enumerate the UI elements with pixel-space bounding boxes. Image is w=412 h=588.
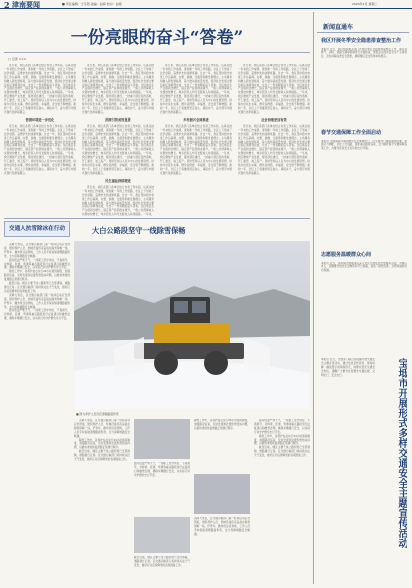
masthead-date: 2024年1月 星期二 xyxy=(352,2,378,6)
feature-paragraph: 截至目前，辖区主要干线公路积雪已全部清除，道路通行正常。区交通运输部门将持续关注天气变化，做好应对后续降雪的各项准备工作。 xyxy=(254,446,310,458)
feature-banner-text: 交通人抗雪除冰在行动 xyxy=(9,226,65,232)
lead-paragraph: 连日来，我区各部门各单位结合自身工作实际，认真总结一年来的工作成绩，谋划新一年的工作思路，全区上下形成了比学赶超、奋勇争先的浓厚氛围。过去一年，我区坚持稳中求进工作总基调，完整、准确、全面贯彻新发展理念，主动服务和融入新发展格局，着力推动高质量发展，经济社会发展主要目标任务顺利完成，交出了一份亮眼的奋斗答卷。全区地区生产总值同比增长，固定资产投资稳步提升，一般公共预算收入实现较快增长，城乡居民人均可支配收入持续提高。一年来，我区聚焦产业发展，强化项目建设，一批重大项目签约落地、开工建设、竣工投产。同时坚持以人民为中心的发展思想，持续办好民生实事，群众获得感、幸福感、安全感不断增强。新的一年，全区上下将继续坚定信心、真抓实干，奋力谱写中国式现代化津南篇章。 xyxy=(82,124,154,175)
news-sidebar xyxy=(317,12,409,584)
sidebar-item-title: 我区开展冬季安全隐患排查整治工作 xyxy=(321,38,402,44)
lead-paragraph: 连日来，我区各部门各单位结合自身工作实际，认真总结一年来的工作成绩，谋划新一年的工作思路，全区上下形成了比学赶超、奋勇争先的浓厚氛围。过去一年，我区坚持稳中求进工作总基调，完整、准确、全面贯彻新发展理念，主动服务和融入新发展格局，着力推动高质量发展，经济社会发展主要目标任务顺利完成，交出了一份亮眼的奋斗答卷。全区地区生产总值同比增长，固定资产投资稳步提升，一般公共预算收入实现较快增长，城乡居民人均可支配收入持续提高。一年来，我区聚焦产业发展，强化项目建设，一批重大项目签约落地、开工建设、竣工投产。同时坚持以人民为中心的发展思想，持续办好民生实事，群众获得感、幸福感、安全感不断增强。新的一年，全区上下将继续坚定信心、真抓实干，奋力谱写中国式现代化津南篇章。 xyxy=(238,124,310,175)
feature-paragraph: 除雪工作中，各养护站点实行24小时值班制度，加强路况巡查，及时发现和处置积雪结冰问题，以最快速度恢复道路正常通行秩序。 xyxy=(254,434,310,446)
lead-paragraph: 连日来，我区各部门各单位结合自身工作实际，认真总结一年来的工作成绩，谋划新一年的工作思路，全区上下形成了比学赶超、奋勇争先的浓厚氛围。过去一年，我区坚持稳中求进工作总基调，完整、准确、全面贯彻新发展理念，主动服务和融入新发展格局，着力推动高质量发展，经济社会发展主要目标任务顺利完成，交出了一份亮眼的奋斗答卷。全区地区生产总值同比增长，固定资产投资稳步提升，一般公共预算收入实现较快增长，城乡居民人均可支配收入持续提高。一年来，我区聚焦产业发展，强化项目建设，一批重大项目签约落地、开工建设、竣工投产。同时坚持以人民为中心的发展思想，持续办好民生实事，群众获得感、幸福感、安全感不断增强。新的一年，全区上下将继续坚定信心、真抓实干，奋力谱写中国式现代化津南篇章。 xyxy=(238,64,310,114)
sidebar-item xyxy=(321,130,407,220)
lead-col-3 xyxy=(160,64,232,216)
sidebar-header: 新闻直通车 xyxy=(323,24,354,31)
sidebar-item-title: 春节交通保障工作全面启动 xyxy=(321,130,382,136)
lead-paragraph: 连日来，我区各部门各单位结合自身工作实际，认真总结一年来的工作成绩，谋划新一年的工作思路，全区上下形成了比学赶超、奋勇争先的浓厚氛围。过去一年，我区坚持稳中求进工作总基调，完整、准确、全面贯彻新发展理念，主动服务和融入新发展格局，着力推动高质量发展，经济社会发展主要目标任务顺利完成，交出了一份亮眼的奋斗答卷。全区地区生产总值同比增长，固定资产投资稳步提升，一般公共预算收入实现较快增长，城乡居民人均可支配收入持续提高。一年来， xyxy=(82,185,154,216)
sidebar-item-body: 本报讯 近日，各街镇志愿服务队深入社区开展系列志愿服务活动，为辖区老人、困难群众送去生活物资和节日祝福，营造了团结互助、文明和谐的社会氛围。 xyxy=(321,261,407,273)
sidebar-item-body: 本报讯 为保障春节期间群众安全便捷出行，区交通部门提前谋划部署，加强运力调配，优化公交线路，强化重点路段巡查，全力做好春节交通保障各项工作，为群众营造安全有序的出行环境。 xyxy=(321,139,407,151)
column-divider xyxy=(313,12,314,584)
feature-photo xyxy=(74,241,310,409)
lead-paragraph: 连日来，我区各部门各单位结合自身工作实际，认真总结一年来的工作成绩，谋划新一年的工作思路，全区上下形成了比学赶超、奋勇争先的浓厚氛围。过去一年，我区坚持稳中求进工作总基调，完整、准确、全面贯彻新发展理念，主动服务和融入新发展格局，着力推动高质量发展，经济社会发展主要目标任务顺利完成，交出了一份亮眼的奋斗答卷。全区地区生产总值同比增长，固定资产投资稳步提升，一般公共预算收入实现较快增长，城乡居民人均可支配收入持续提高。一年来，我区聚焦产业发展，强化项目建设，一批重大项目签约落地、开工建设、竣工投产。同时坚持以人民为中心的发展思想，持续办好民生实事，群众获得感、幸福感、安全感不断增强。新的一年，全区上下将继续坚定信心、真抓实干，奋力谱写中国式现代化津南篇章。 xyxy=(82,64,154,114)
lead-col-1 xyxy=(4,64,76,216)
feature-col-3 xyxy=(194,419,250,581)
feature-section xyxy=(4,221,310,584)
masthead xyxy=(0,0,412,9)
feature-paragraph: 突降大雪后，区交通运输部门第一时间启动应急预案，组织养护人员、机械设备连夜奋战在除雪保畅一线。铲雪车、撒布机往返穿梭，工作人员手持铁锹清理路面积雪，全力保障道路安全畅通。 xyxy=(4,293,70,309)
feature-small-photo xyxy=(194,474,250,514)
feature-paragraph: 面对低温严寒天气，一线职工坚守岗位、不畏艰辛，对桥梁、匝道、弯道等重点路段进行反复清扫和融雪处理，确保车辆通行安全，以实际行动守护群众出行平安。 xyxy=(254,419,310,434)
feature-paragraph: 突降大雪后，区交通运输部门第一时间启动应急预案，组织养护人员、机械设备连夜奋战在除雪保畅一线。铲雪车、撒布机往返穿梭，工作人员手持铁锹清理路面积雪，全力保障道路安全畅通。 xyxy=(4,243,70,258)
feature-photo-title: 大白公路段坚守一线除雪保畅 xyxy=(92,226,186,235)
lead-headline: 一份亮眼的奋斗“答卷” xyxy=(70,28,244,48)
feature-paragraph: 除雪工作中，各养护站点实行24小时值班制度，加强路况巡查，及时发现和处置积雪结冰问题，以最快速度恢复道路正常通行秩序。 xyxy=(194,419,250,430)
feature-small-photo xyxy=(134,517,190,553)
snowplow-photo-image xyxy=(74,241,310,409)
lead-article xyxy=(4,12,310,216)
feature-paragraph: 除雪工作中，各养护站点实行24小时值班制度，加强路况巡查，及时发现和处置积雪结冰问题，以最快速度恢复道路正常通行秩序。 xyxy=(4,270,70,282)
sidebar-item-body: 本报讯 近日，我区组织相关部门开展冬季安全隐患排查整治工作，重点对燃气、消防、道路交通等领域进行全面检查，督促企业落实安全生产主体责任，及时消除各类安全隐患，确保辖区安全形势持续稳定。 xyxy=(321,47,407,59)
feature-paragraph: 截至目前，辖区主要干线公路积雪已全部清除，道路通行正常。区交通运输部门将持续关注天气变化，做好应对后续降雪的各项准备工作。 xyxy=(134,556,190,567)
feature-top-rule xyxy=(4,218,310,219)
feature-paragraph: 面对低温严寒天气，一线职工坚守岗位、不畏艰辛，对桥梁、匝道、弯道等重点路段进行反复清扫和融雪处理，确保车辆通行安全，以实际行动守护群众出行平安。 xyxy=(134,462,190,477)
feature-paragraph: 突降大雪后，区交通运输部门第一时间启动应急预案，组织养护人员、机械设备连夜奋战在除雪保畅一线。铲雪车、撒布机往返穿梭，工作人员手持铁锹清理路面积雪，全力保障道路安全畅通。 xyxy=(74,419,130,438)
feature-col-left xyxy=(4,243,70,581)
page-number: 2 xyxy=(4,0,10,10)
feature-col-2 xyxy=(134,419,190,581)
feature-paragraph: 突降大雪后，区交通运输部门第一时间启动应急预案，组织养护人员、机械设备连夜奋战在除雪保畅一线。铲雪车、撒布机往返穿梭，工作人员手持铁锹清理路面积雪，全力保障道路安全畅通。 xyxy=(194,517,250,536)
lead-paragraph: 连日来，我区各部门各单位结合自身工作实际，认真总结一年来的工作成绩，谋划新一年的工作思路，全区上下形成了比学赶超、奋勇争先的浓厚氛围。过去一年，我区坚持稳中求进工作总基调，完整、准确、全面贯彻新发展理念，主动服务和融入新发展格局，着力推动高质量发展，经济社会发展主要目标任务顺利完成，交出了一份亮眼的奋斗答卷。全区地区生产总值同比增长，固定资产投资稳步提升，一般公共预算收入实现较快增长，城乡居民人均可支配收入持续提高。一年来，我区聚焦产业发展，强化项目建设，一批重大项目签约落地、开工建设、竣工投产。同时坚持以人民为中心的发展思想，持续办好民生实事，群众获得感、幸福感、安全感不断增强。新的一年，全区上下将继续坚定信心、真抓实干，奋力谱写中国式现代化津南篇章。 xyxy=(4,124,76,175)
sidebar-header-rule xyxy=(317,32,409,33)
feature-photo-caption: ■ 图为养护人员连夜清除路面积雪 xyxy=(76,412,119,416)
headline-rule xyxy=(4,52,310,53)
masthead-info: ■ 责任编辑：王冬阳 美编：赵海 校对：赵艳 xyxy=(62,2,122,6)
feature-small-photo xyxy=(134,419,190,459)
feature-paragraph: 面对低温严寒天气，一线职工坚守岗位、不畏艰辛，对桥梁、匝道、弯道等重点路段进行反复清扫和融雪处理，确保车辆通行安全，以实际行动守护群众出行平安。 xyxy=(4,258,70,270)
feature-paragraph: 除雪工作中，各养护站点实行24小时值班制度，加强路况巡查，及时发现和处置积雪结冰问题，以最快速度恢复道路正常通行秩序。 xyxy=(74,438,130,450)
feature-paragraph: 面对低温严寒天气，一线职工坚守岗位、不畏艰辛，对桥梁、匝道、弯道等重点路段进行反复清扫和融雪处理，确保车辆通行安全，以实际行动守护群众出行平安。 xyxy=(4,309,70,321)
lead-paragraph: 连日来，我区各部门各单位结合自身工作实际，认真总结一年来的工作成绩，谋划新一年的工作思路，全区上下形成了比学赶超、奋勇争先的浓厚氛围。过去一年，我区坚持稳中求进工作总基调，完整、准确、全面贯彻新发展理念，主动服务和融入新发展格局，着力推动高质量发展，经济社会发展主要目标任务顺利完成，交出了一份亮眼的奋斗答卷。全区地区生产总值同比增长，固定资产投资稳步提升，一般公共预算收入实现较快增长，城乡居民人均可支配收入持续提高。一年来，我区聚焦产业发展，强化项目建设，一批重大项目签约落地、开工建设、竣工投产。同时坚持以人民为中心的发展思想，持续办好民生实事，群众获得感、幸福感、安全感不断增强。新的一年，全区上下将继续坚定信心、真抓实干，奋力谱写中国式现代化津南篇章。 xyxy=(4,64,76,114)
feature-col-1 xyxy=(74,419,130,581)
lead-subhead: 民生福祉持续增进 xyxy=(105,178,131,183)
feature-banner xyxy=(4,221,70,237)
lead-paragraph: 连日来，我区各部门各单位结合自身工作实际，认真总结一年来的工作成绩，谋划新一年的工作思路，全区上下形成了比学赶超、奋勇争先的浓厚氛围。过去一年，我区坚持稳中求进工作总基调，完整、准确、全面贯彻新发展理念，主动服务和融入新发展格局，着力推动高质量发展，经济社会发展主要目标任务顺利完成，交出了一份亮眼的奋斗答卷。全区地区生产总值同比增长，固定资产投资稳步提升，一般公共预算收入实现较快增长，城乡居民人均可支配收入持续提高。一年来，我区聚焦产业发展，强化项目建设，一批重大项目签约落地、开工建设、竣工投产。同时坚持以人民为中心的发展思想，持续办好民生实事，群众获得感、幸福感、安全感不断增强。新的一年，全区上下将继续坚定信心、真抓实干，奋力谱写中国式现代化津南篇章。 xyxy=(160,124,232,175)
lead-paragraph: 连日来，我区各部门各单位结合自身工作实际，认真总结一年来的工作成绩，谋划新一年的工作思路，全区上下形成了比学赶超、奋勇争先的浓厚氛围。过去一年，我区坚持稳中求进工作总基调，完整、准确、全面贯彻新发展理念，主动服务和融入新发展格局，着力推动高质量发展，经济社会发展主要目标任务顺利完成，交出了一份亮眼的奋斗答卷。全区地区生产总值同比增长，固定资产投资稳步提升，一般公共预算收入实现较快增长，城乡居民人均可支配收入持续提高。一年来，我区聚焦产业发展，强化项目建设，一批重大项目签约落地、开工建设、竣工投产。同时坚持以人民为中心的发展思想，持续办好民生实事，群众获得感、幸福感、安全感不断增强。新的一年，全区上下将继续坚定信心、真抓实干，奋力谱写中国式现代化津南篇章。 xyxy=(160,64,232,114)
lead-subhead: 招商引资成效显著 xyxy=(105,117,131,122)
sidebar-item-title: 志愿服务温暖群众心间 xyxy=(321,252,372,258)
feature-col-4 xyxy=(254,419,310,581)
sidebar-vertical-title: 宝坻市开展形式多样交通安全主题宣传活动 xyxy=(396,358,407,548)
lead-subhead: 营商环境进一步优化 xyxy=(25,117,55,122)
lead-subhead: 乡村振兴全面推进 xyxy=(183,117,209,122)
feature-paragraph: 截至目前，辖区主要干线公路积雪已全部清除，道路通行正常。区交通运输部门将持续关注天气变化，做好应对后续降雪的各项准备工作。 xyxy=(74,450,130,462)
sidebar-item xyxy=(321,252,407,342)
lead-col-4 xyxy=(238,64,310,216)
feature-paragraph: 截至目前，辖区主要干线公路积雪已全部清除，道路通行正常。区交通运输部门将持续关注天气变化，做好应对后续降雪的各项准备工作。 xyxy=(4,282,70,293)
section-name: 津南要闻 xyxy=(12,0,40,9)
sidebar-vertical-body: 本报讯 近日，交警部门联合各街镇开展交通安全主题宣传活动，通过发放宣传资料、现场讲解、播放警示视频等形式，向群众普及交通安全知识，提醒广大群众自觉遵守交通法规，文明出行，安全出行。 xyxy=(321,358,375,377)
lead-col-2 xyxy=(82,64,154,216)
lead-subhead: 社会治理更加有效 xyxy=(261,117,287,122)
lead-byline: □ 记者 ××× xyxy=(8,57,27,61)
sidebar-item xyxy=(321,38,407,112)
